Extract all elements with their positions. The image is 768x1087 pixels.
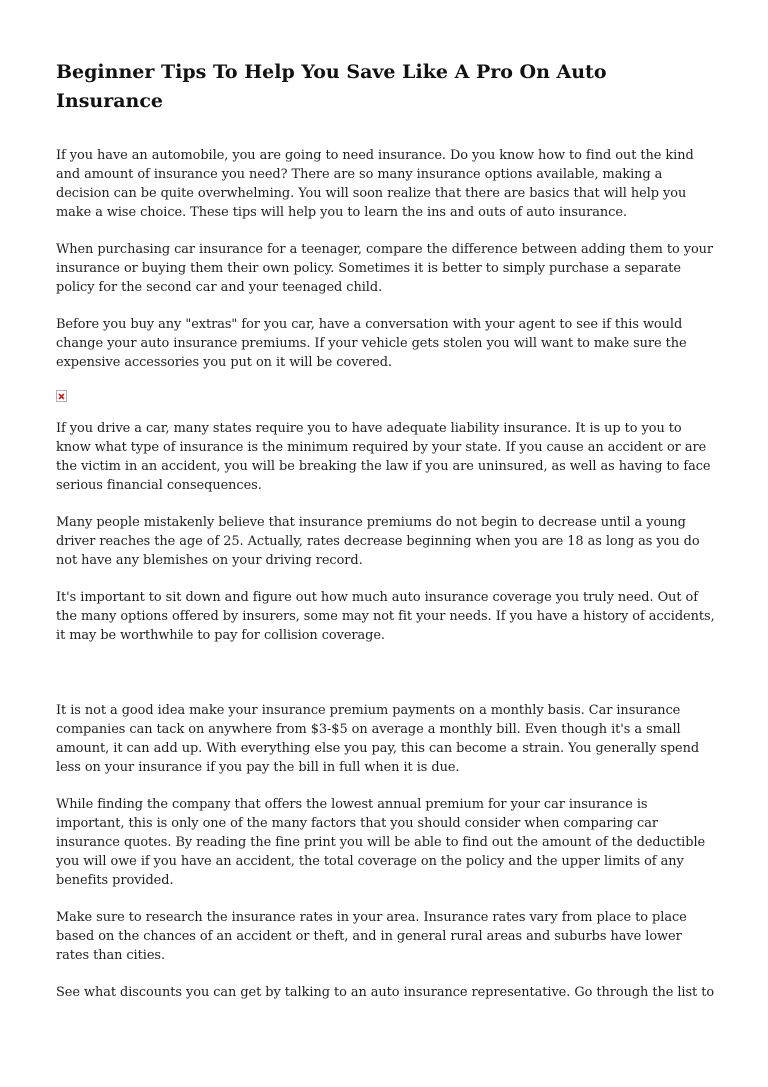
document-page [56,58,716,1020]
paragraph-discounts: See what discounts you can get by talking to an auto insurance representative. Go through the list to [56,985,715,1000]
blank-space [56,663,716,701]
paragraph-extras: Before you buy any "extras" for you car, have a conversation with your agent to see if this would change your auto insurance premiums. If your vehicle gets stolen you will want to make sure the expensive accessories you put on it will be covered. [56,317,687,370]
paragraph-lowest-premium: While finding the company that offers the lowest annual premium for your car insurance is important, this is only one of the many factors that you should consider when comparing car insurance quotes. By reading the fine print you will be able to find out the amount of the deductible you will owe if you have an accident, the total coverage on the policy and the upper limits of any benefits provided. [56,797,706,888]
broken-image-icon [56,390,67,402]
paragraph-coverage-need: It's important to sit down and figure out how much auto insurance coverage you truly need. Out of the many options offered by insurers, some may not fit your needs. If you have a history of accidents, it may be worthwhile to pay for collision coverage. [56,590,715,643]
paragraph-liability: If you drive a car, many states require you to have adequate liability insurance. It is up to you to know what type of insurance is the minimum required by your state. If you cause an accident or are the victim in an accident, you will be breaking the law if you are uninsured, as well as having to face serious financial consequences. [56,421,711,493]
page-title: Beginner Tips To Help You Save Like A Pro On Auto Insurance [56,61,607,112]
paragraph-monthly-payments: It is not a good idea make your insurance premium payments on a monthly basis. Car insurance companies can tack on anywhere from $3-$5 on average a monthly bill. Even though it's a small amount, it can add up. With everything else you pay, this can become a strain. You generally spend less on your insurance if you pay the bill in full when it is due. [56,703,700,775]
paragraph-intro: If you have an automobile, you are going to need insurance. Do you know how to find out the kind and amount of insurance you need? There are so many insurance options available, making a decision can be quite overwhelming. You will soon realize that there are basics that will help you make a wise choice. These tips will help you to learn the ins and outs of auto insurance. [56,148,694,220]
paragraph-young-driver: Many people mistakenly believe that insurance premiums do not begin to decrease until a young driver reaches the age of 25. Actually, rates decrease beginning when you are 18 as long as you do not have any blemishes on your driving record. [56,515,700,568]
paragraph-teenager: When purchasing car insurance for a teenager, compare the difference between adding them to your insurance or buying them their own policy. Sometimes it is better to simply purchase a separate policy for the second car and your teenaged child. [56,242,714,295]
paragraph-research-rates: Make sure to research the insurance rates in your area. Insurance rates vary from place to place based on the chances of an accident or theft, and in general rural areas and suburbs have lower rates than cities. [56,910,687,963]
